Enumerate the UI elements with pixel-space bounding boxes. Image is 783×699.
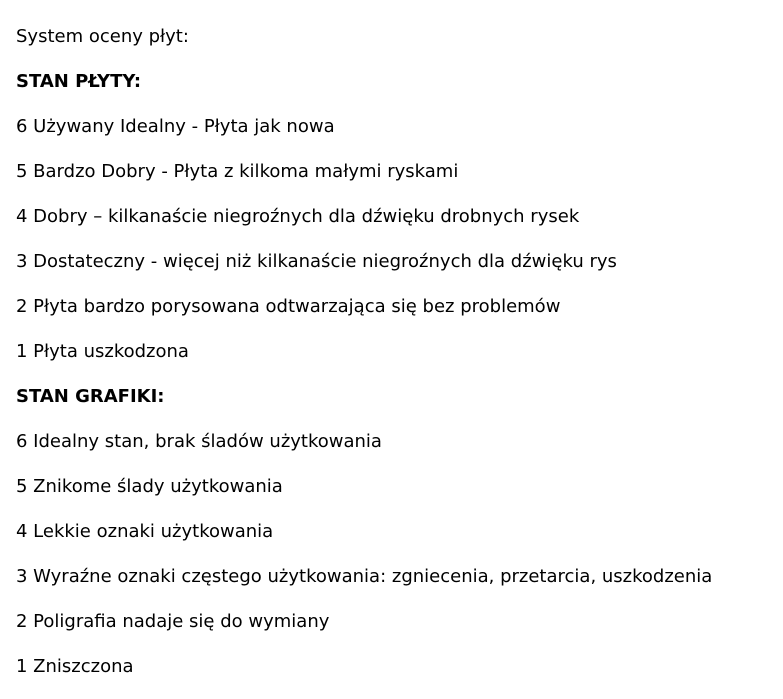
grade-line-grafika-4: 4 Lekkie oznaki użytkowania [16, 521, 274, 542]
section-heading-stan-plyty: STAN PŁYTY: [16, 71, 142, 92]
grade-line-plyta-1: 1 Płyta uszkodzona [16, 341, 189, 362]
section-heading-stan-grafiki: STAN GRAFIKI: [16, 386, 165, 407]
document-intro: System oceny płyt: [16, 26, 189, 47]
grade-line-grafika-1: 1 Zniszczona [16, 656, 134, 677]
grade-line-grafika-6: 6 Idealny stan, brak śladów użytkowania [16, 431, 382, 452]
grade-line-plyta-2: 2 Płyta bardzo porysowana odtwarzająca się bez problemów [16, 296, 561, 317]
grade-line-grafika-3: 3 Wyraźne oznaki częstego użytkowania: zgniecenia, przetarcia, uszkodzenia [16, 566, 713, 587]
grade-line-plyta-3: 3 Dostateczny - więcej niż kilkanaście niegroźnych dla dźwięku rys [16, 251, 617, 272]
grade-line-plyta-4: 4 Dobry – kilkanaście niegroźnych dla dźwięku drobnych rysek [16, 206, 580, 227]
grade-line-plyta-5: 5 Bardzo Dobry - Płyta z kilkoma małymi ryskami [16, 161, 459, 182]
grade-line-grafika-5: 5 Znikome ślady użytkowania [16, 476, 283, 497]
grade-line-grafika-2: 2 Poligrafia nadaje się do wymiany [16, 611, 330, 632]
grade-line-plyta-6: 6 Używany Idealny - Płyta jak nowa [16, 116, 335, 137]
